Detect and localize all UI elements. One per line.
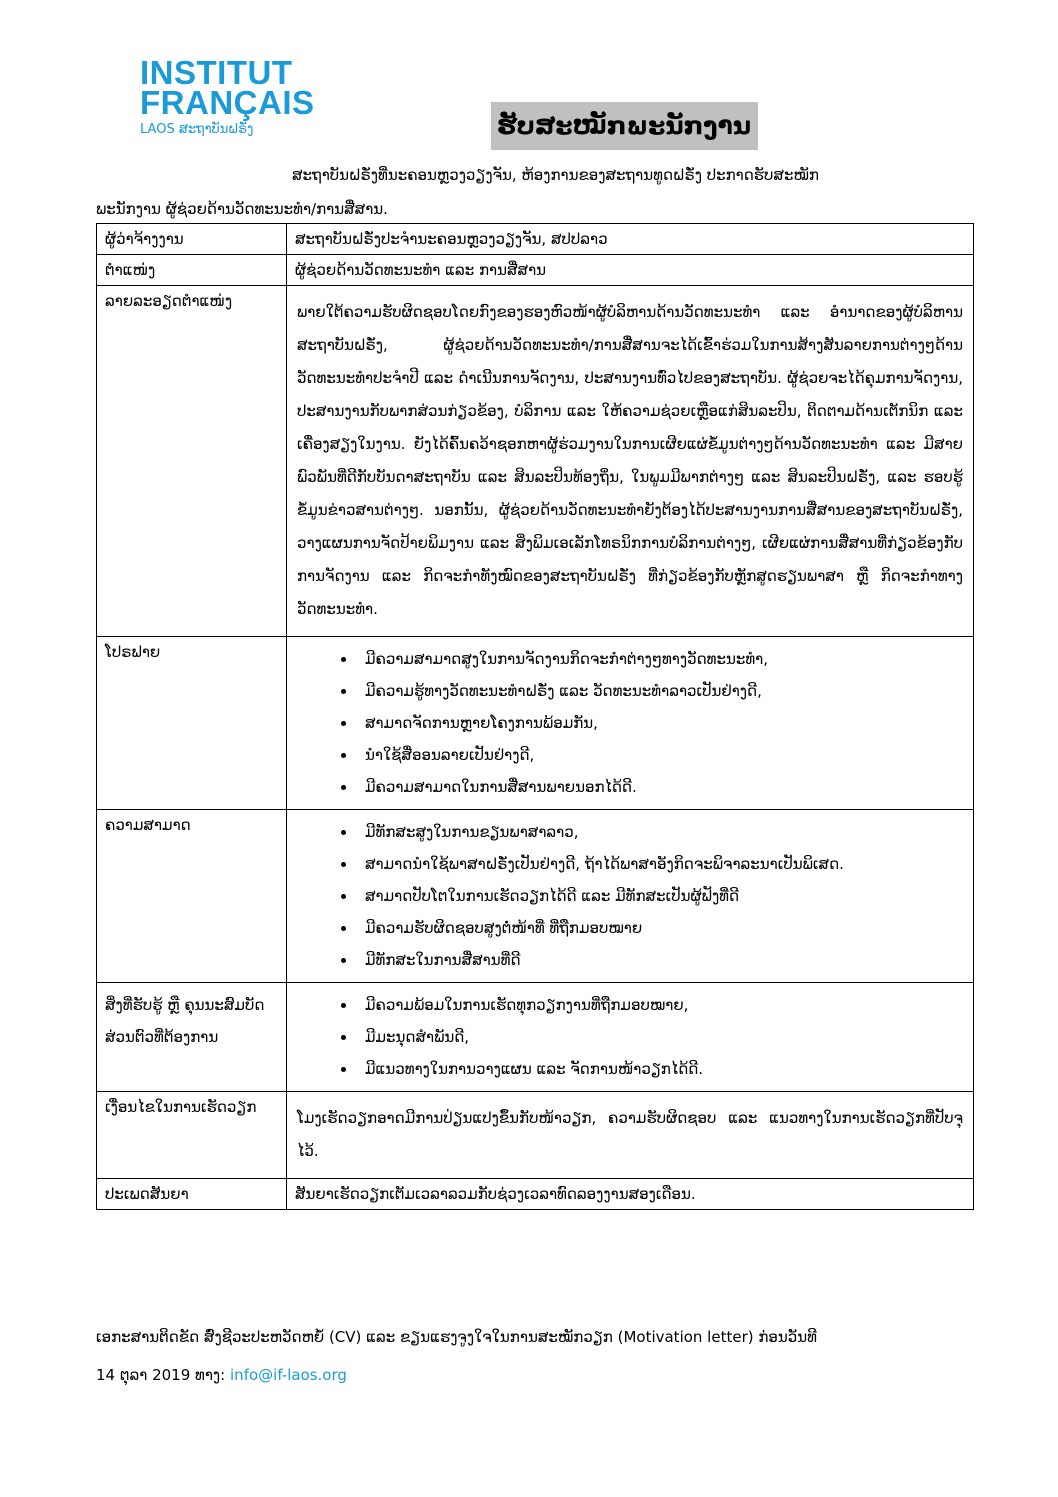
description-value: ພາຍໃຕ້ຄວາມຮັບຜິດຊອບໂດຍກົງຂອງຮອງຫົວໜ້າຜູ້ບໍລິຫານດ້ານວັດທະນະທຳ ແລະ ອຳນາດຂອງຜູ້ບໍລິຫານສະຖາບັນຝຣັ່ງ, ຜູ້ຊ່ວຍດ້ານວັດທະນະທຳ/ການສື່ສານຈະໄດ້ເຂົ້າຮ່ວມໃນການສ້າງສັນລາຍການຕ່າງໆດ້ານວັດທະນະທຳປະຈຳປີ ແລະ ດຳເນີນການຈັດງານ, ປະສານງານທົ່ວໄປຂອງສະຖາບັນ. ຜູ້ຊ່ວຍຈະໄດ້ຄຸມການຈັດງານ, ປະສານງານກັບພາກສ່ວນກ່ຽວຂ້ອງ, ບໍລິການ ແລະ ໃຫ້ຄວາມຊ່ວຍເຫຼືອແກ່ສິນລະປິນ, ຕິດຕາມດ້ານເຕັກນິກ ແລະ ເຄື່ອງສຽງໃນງານ. ຍັງໄດ້ຄົ້ນຄວ້າຊອກຫາຜູ້ຮ່ວມງານໃນການເຜີຍແຜ່ຂໍ້ມູນຕ່າງໆດ້ານວັດທະນະທຳ ແລະ ມີສາຍພົວພັນທີ່ດີກັບບັນດາສະຖາບັນ ແລະ ສິນລະປິນທ້ອງຖິ່ນ, ໃນພູມມີພາກຕ່າງໆ ແລະ ສິນລະປິນຝຣັ່ງ, ແລະ ຮອບຮູ້ຂໍ້ມູນຂ່າວສານຕ່າງໆ. ນອກນັ້ນ, ຜູ້ຊ່ວຍດ້ານວັດທະນະທຳຍັງຕ້ອງໄດ້ປະສານງານການສື່ສານຂອງສະຖາບັນຝຣັ່ງ, ວາງແຜນການຈັດປ້າຍພິມງານ ແລະ ສິ່ງພິມເອເລັກໂທຣນິກການບໍລິການຕ່າງໆ, ເຜີຍແຜ່ການສື່ສານທີ່ກ່ຽວຂ້ອງກັບການຈັດງານ ແລະ ກິດຈະກຳທັງໝົດຂອງສະຖາບັນຝຣັ່ງ ທີ່ກ່ຽວຂ້ອງກັບຫຼັກສູດຮຽນພາສາ ຫຼື ກິດຈະກຳທາງວັດທະນະທຳ.: [297, 303, 963, 618]
instructions-line-2: [96, 1356, 956, 1394]
list-item: • ມີທັກສະໃນການສື່ສານທີ່ດີ: [357, 944, 965, 976]
contract-label: ປະເພດສັນຍາ: [97, 1179, 287, 1210]
contract-value: ສັນຍາເຮັດວຽກເຕັມເວລາລວມກັບຊ່ວງເວລາທົດລອງງານສອງເດືອນ.: [287, 1179, 974, 1210]
table-row-abilities: [97, 810, 974, 983]
conditions-cell: [287, 1092, 974, 1179]
intro-line-2: ພະນັກງານ ຜູ້ຊ່ວຍດ້ານວັດທະນະທຳ/ການສື່ສານ.: [96, 200, 388, 218]
abilities-cell: [287, 810, 974, 983]
description-cell: [287, 286, 974, 637]
profile-list: [295, 643, 965, 803]
logo-line-3: LAOS ສະຖາບັນຝຣັ່ງ: [140, 122, 254, 137]
list-item: • ມີຄວາມຮູ້ທາງວັດທະນະທຳຝຣັ່ງ ແລະ ວັດທະນະທຳລາວເປັນຢ່າງດີ,: [357, 675, 965, 707]
list-item: • ສາມາດປັບໂຕໃນການເຮັດວຽກໄດ້ດີ ແລະ ມີທັກສະເປັນຜູ້ຟັງທີ່ດີ: [357, 880, 965, 912]
application-instructions: [96, 1318, 956, 1394]
employer-value: ສະຖາບັນຝຣັ່ງປະຈຳນະຄອນຫຼວງວຽງຈັນ, ສປປລາວ: [287, 224, 974, 255]
instructions-line-1: ເອກະສານຕິດຂັດ ສົ່ງຊີວະປະຫວັດຫຍໍ້ (CV) ແລະ ຂຽນແຮງຈູງໃຈໃນການສະໝັກວຽກ (Motivation letter) ກ່ອນວັນທີ: [96, 1328, 817, 1346]
logo-line-2: FRANÇAIS: [140, 84, 315, 121]
deadline-text: 14 ຕຸລາ 2019 ທາງ:: [96, 1366, 226, 1384]
list-item: • ມີຄວາມສາມາດສູງໃນການຈັດງານກິດຈະກຳຕ່າງໆທາງວັດທະນະທຳ,: [357, 643, 965, 675]
contact-email-link[interactable]: info@if-laos.org: [230, 1366, 347, 1384]
job-details-table: [96, 223, 974, 1210]
list-item: • ມີທັກສະສູງໃນການຂຽນພາສາລາວ,: [357, 816, 965, 848]
profile-label: ໂປຣຟາຍ: [97, 637, 287, 810]
table-row-employer: [97, 224, 974, 255]
table-row-conditions: [97, 1092, 974, 1179]
page-title: ຮັບສະໝັກພະນັກງານ: [491, 102, 758, 150]
list-item: • ມີແນວທາງໃນການວາງແຜນ ແລະ ຈັດການໜ້າວຽກໄດ້ດີ.: [357, 1053, 965, 1085]
conditions-label: ເງື່ອນໄຂໃນການເຮັດວຽກ: [97, 1092, 287, 1179]
list-item: • ນຳໃຊ້ສື່ອອນລາຍເປັນຢ່າງດີ,: [357, 739, 965, 771]
description-label: ລາຍລະອຽດຕຳແໜ່ງ: [97, 286, 287, 637]
employer-label: ຜູ້ວ່າຈ້າງງານ: [97, 224, 287, 255]
table-row-position: [97, 255, 974, 286]
table-row-contract: [97, 1179, 974, 1210]
qualities-label: ສິ່ງທີ່ຮັບຮູ້ ຫຼື ຄຸນນະສົມບັດສ່ວນຕົວທີ່ຕ້ອງການ: [97, 983, 287, 1092]
list-item: • ມີຄວາມພ້ອມໃນການເຮັດທຸກວຽກງານທີ່ຖືກມອບໝາຍ,: [357, 989, 965, 1021]
list-item: • ສາມາດນຳໃຊ້ພາສາຝຣັ່ງເປັນຢ່າງດີ, ຖ້າໄດ້ພາສາອັງກິດຈະພິຈາລະນາເປັນພິເສດ.: [357, 848, 965, 880]
table-row-qualities: [97, 983, 974, 1092]
list-item: • ມີຄວາມຮັບຜິດຊອບສູງຕໍ່ໜ້າທີ່ ທີ່ຖືກມອບໝາຍ: [357, 912, 965, 944]
qualities-cell: [287, 983, 974, 1092]
conditions-value: ໂມງເຮັດວຽກອາດມີການປ່ຽນແປງຂຶ້ນກັບໜ້າວຽກ, ຄວາມຮັບຜິດຊອບ ແລະ ແນວທາງໃນການເຮັດວຽກທີ່ປັບຈຸໄວ້.: [297, 1109, 963, 1160]
profile-cell: [287, 637, 974, 810]
intro-paragraph: [96, 158, 956, 226]
list-item: • ສາມາດຈັດການຫຼາຍໂຄງການພ້ອມກັນ,: [357, 707, 965, 739]
qualities-list: [295, 989, 965, 1085]
list-item: • ມີຄວາມສາມາດໃນການສື່ສານພາຍນອກໄດ້ດີ.: [357, 771, 965, 803]
position-value: ຜູ້ຊ່ວຍດ້ານວັດທະນະທຳ ແລະ ການສື່ສານ: [287, 255, 974, 286]
abilities-label: ຄວາມສາມາດ: [97, 810, 287, 983]
institut-francais-logo: [140, 54, 315, 137]
intro-line-1: ສະຖາບັນຝຣັ່ງທີ່ນະຄອນຫຼວງວຽງຈັນ, ຫ້ອງການຂອງສະຖານທູດຝຣັ່ງ ປະກາດຮັບສະໝັກ: [292, 166, 819, 184]
table-row-description: [97, 286, 974, 637]
logo-line-1: INSTITUT: [140, 54, 293, 91]
list-item: • ມີມະນຸດສຳພັນດີ,: [357, 1021, 965, 1053]
position-label: ຕຳແໜ່ງ: [97, 255, 287, 286]
table-row-profile: [97, 637, 974, 810]
abilities-list: [295, 816, 965, 976]
